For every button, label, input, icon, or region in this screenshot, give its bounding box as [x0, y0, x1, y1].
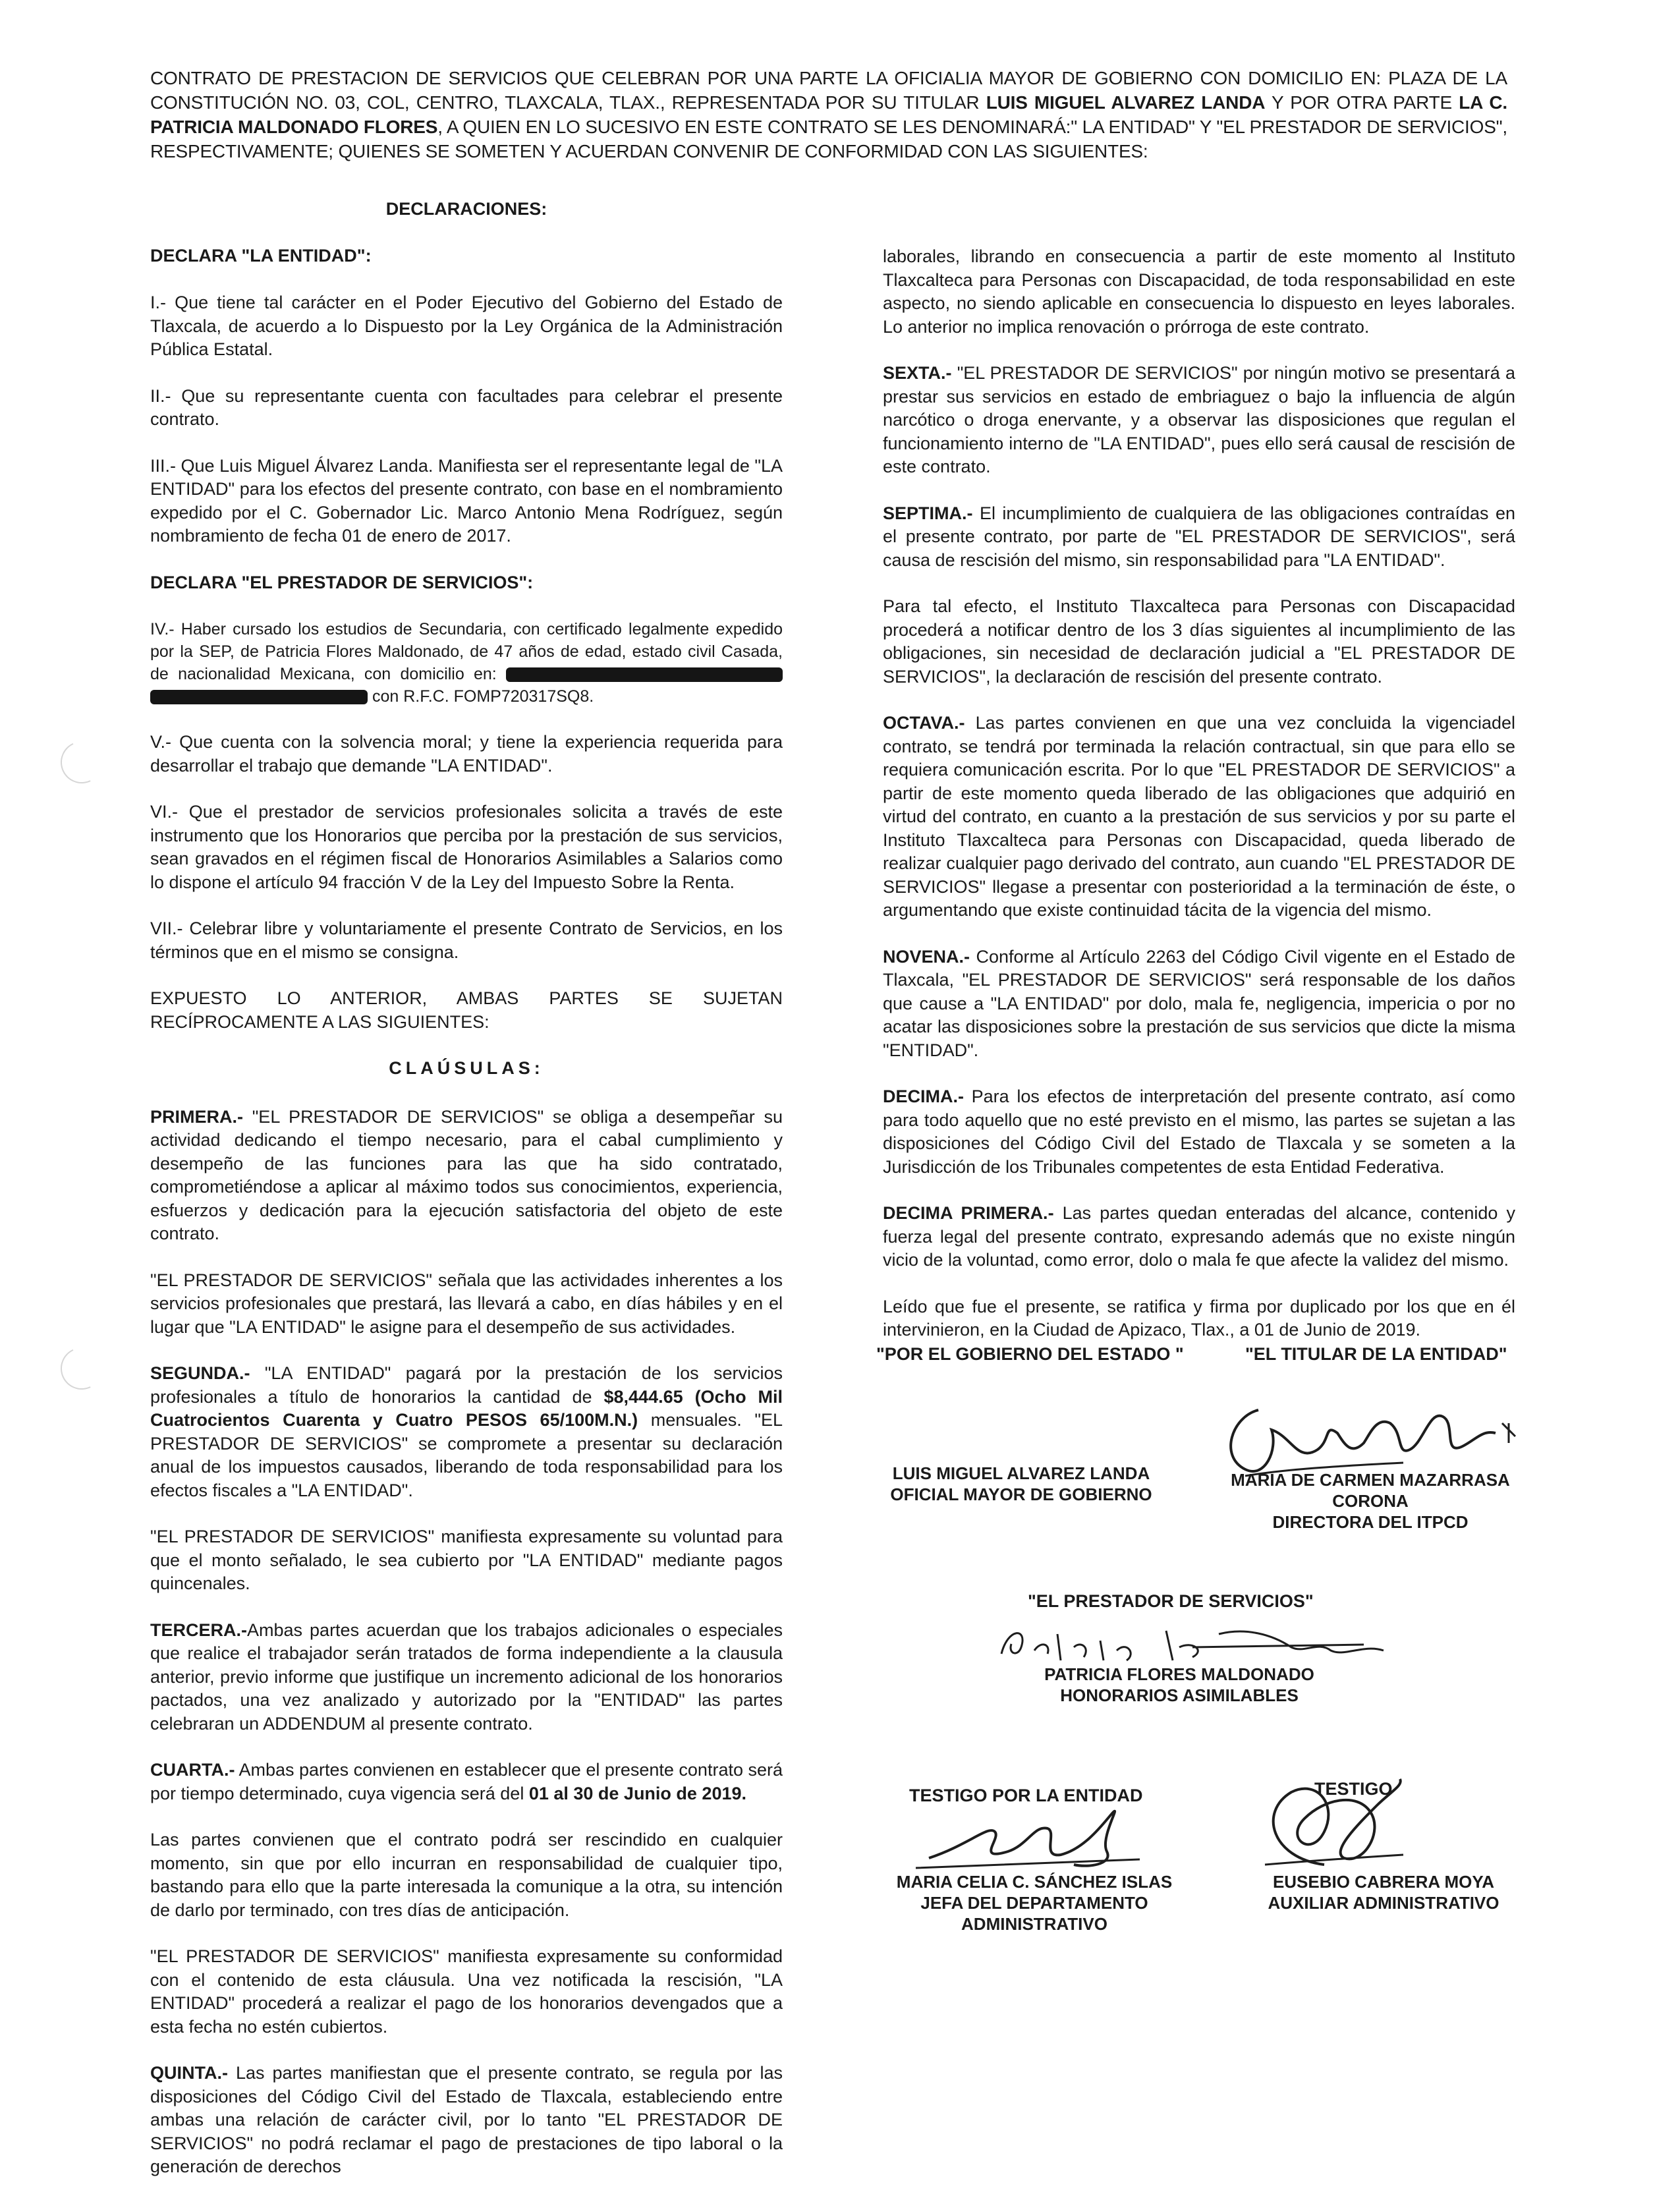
validity-dates: 01 al 30 de Junio de 2019.	[528, 1783, 746, 1803]
clause-text: "LA ENTIDAD" pagará por la prestación de los servicios profesionales a título de honorarios la cantidad de	[150, 1363, 783, 1407]
clause-decima	[883, 1085, 1515, 1179]
redaction-bar	[506, 667, 783, 682]
prestador-name: PATRICIA FLORES MALDONADO	[1044, 1664, 1314, 1684]
declaraciones-heading: DECLARACIONES:	[385, 199, 547, 219]
titular-signer	[1219, 1469, 1522, 1533]
clause-octava	[883, 712, 1515, 922]
header-text-3: , A QUIEN EN LO SUCESIVO EN ESTE CONTRATO SE LES DENOMINARÁ:" LA ENTIDAD" Y "EL PRESTADOR DE SERVICIOS", RESPECTIVAMENTE; QUIENES SE SOMETEN Y ACUERDAN CONVENIR DE CONFORMIDAD CON LAS SIGUIENTES:	[150, 117, 1508, 161]
clause-label: DECIMA.-	[883, 1087, 964, 1106]
declaration-vii: VII.- Celebrar libre y voluntariamente el presente Contrato de Servicios, en los términos que en el mismo se consigna.	[150, 918, 783, 962]
testigo2-title: AUXILIAR ADMINISTRATIVO	[1268, 1893, 1499, 1913]
declaration-v: V.- Que cuenta con la solvencia moral; y tiene la experiencia requerida para desarrollar el trabajo que demande "LA ENTIDAD".	[150, 732, 783, 776]
header-text-1: CONTRATO DE PRESTACION DE SERVICIOS QUE CELEBRAN POR UNA PARTE LA OFICIALIA MAYOR DE GOBIERNO CON DOMICILIO EN: PLAZA DE LA CONSTITUCIÓN NO. 03, COL, CENTRO, TLAXCALA, TLAX., REPRESENTADA POR SU TITULAR	[150, 68, 1507, 113]
gob-title: OFICIAL MAYOR DE GOBIERNO	[890, 1484, 1152, 1504]
clause-sexta	[883, 362, 1515, 479]
clause-text: Ambas partes convienen en establecer que el presente contrato será por tiempo determinado, cuya vigencia será del	[150, 1760, 783, 1803]
titular-label: "EL TITULAR DE LA ENTIDAD"	[1245, 1344, 1507, 1364]
declaration-vi: VI.- Que el prestador de servicios profesionales solicita a través de este instrumento que los Honorarios que perciba por la prestación de sus servicios, sean gravados en el régimen fiscal de Honorarios Asimilables a Salarios como lo dispone el artículo 94 fracción V de la Ley del Impuesto Sobre la Renta.	[150, 802, 783, 892]
clause-primera	[150, 1106, 783, 1246]
clause-cuarta-b: Las partes convienen que el contrato podrá ser rescindido en cualquier momento, sin que por ello incurran en responsabilidad de cualquier tipo, bastando para ello que la parte interesada la comunique a la otra, su intención de darlo por terminado, con tres días de anticipación.	[150, 1830, 783, 1920]
clause-text: Las partes quedan enteradas del alcance, contenido y fuerza legal del presente contrato, expresando además que no existe ningún vicio de la voluntad, como error, dolo o mala fe que afecte la validez del mismo.	[883, 1203, 1515, 1270]
expuesto-paragraph: EXPUESTO LO ANTERIOR, AMBAS PARTES SE SUJETAN RECÍPROCAMENTE A LAS SIGUIENTES:	[150, 988, 783, 1032]
testigo2-name: EUSEBIO CABRERA MOYA	[1272, 1872, 1495, 1892]
declaration-i: I.- Que tiene tal carácter en el Poder Ejecutivo del Gobierno del Estado de Tlaxcala, de acuerdo a lo Dispuesto por la Ley Orgánica de la Administración Pública Estatal.	[150, 293, 783, 359]
gob-name: LUIS MIGUEL ALVAREZ LANDA	[892, 1463, 1150, 1483]
clause-novena	[883, 946, 1515, 1063]
right-column	[883, 245, 1515, 1365]
titular-name: MARIA DE CARMEN MAZARRASA	[1231, 1470, 1510, 1490]
header-representative: LUIS MIGUEL ALVAREZ LANDA	[986, 92, 1266, 113]
testigo1-title-2: ADMINISTRATIVO	[961, 1914, 1107, 1934]
clause-label: PRIMERA.-	[150, 1106, 243, 1127]
clause-label: SEGUNDA.-	[150, 1363, 250, 1383]
testigo1-name: MARIA CELIA C. SÁNCHEZ ISLAS	[896, 1872, 1173, 1892]
declara-entidad-heading: DECLARA "LA ENTIDAD":	[150, 245, 372, 266]
clause-label: NOVENA.-	[883, 946, 970, 967]
declaration-iii: III.- Que Luis Miguel Álvarez Landa. Manifiesta ser el representante legal de "LA ENTIDAD" para los efectos del presente contrato, con base en el nombramiento expedido por el C. Gobernador Lic. Marco Antonio Mena Rodríguez, según nombramiento de fecha 01 de enero de 2017.	[150, 455, 783, 546]
prestador-signer	[1021, 1664, 1337, 1706]
clause-text: "EL PRESTADOR DE SERVICIOS" se obliga a desempeñar su actividad dedicando el tiempo necesario, para el cabal cumplimiento y desempeño de las funciones para las que ha sido contratado, comprometiéndose a aplicar al máximo todos sus conocimientos, experiencia, esfuerzos y dedicación para la ejecución satisfactoria del objeto de este contrato.	[150, 1106, 783, 1243]
clause-label: SEXTA.-	[883, 363, 952, 383]
titular-name-2: CORONA	[1332, 1491, 1409, 1511]
titular-title: DIRECTORA DEL ITPCD	[1272, 1512, 1469, 1532]
testigo1-label: TESTIGO POR LA ENTIDAD	[909, 1786, 1143, 1805]
gob-signer	[876, 1463, 1166, 1505]
punch-hole-mark-1	[55, 735, 109, 789]
clause-label: DECIMA PRIMERA.-	[883, 1203, 1054, 1223]
testigo1-signature	[889, 1799, 1166, 1878]
redaction-bar-2	[150, 690, 368, 704]
header-text-2: Y POR OTRA PARTE	[1265, 92, 1459, 113]
header-provider: LA C. PATRICIA MALDONADO FLORES	[150, 92, 1507, 137]
clause-label: QUINTA.-	[150, 2063, 228, 2083]
declaration-ii: II.- Que su representante cuenta con facultades para celebrar el presente contrato.	[150, 385, 783, 429]
closing-paragraph: Leído que fue el presente, se ratifica y firma por duplicado por los que en él intervinieron, en la Ciudad de Apizaco, Tlax., a 01 de Junio de 2019.	[883, 1296, 1515, 1340]
clause-primera-b: "EL PRESTADOR DE SERVICIOS" señala que las actividades inherentes a los servicios profesionales que prestará, las llevará a cabo, en días hábiles y en el lugar que "LA ENTIDAD" le asigne para el desempeño de sus actividades.	[150, 1270, 783, 1337]
clause-text: Ambas partes acuerdan que los trabajos adicionales o especiales que realice el trabajador serán tratados de forma independiente a la clausula anterior, previo informe que justifique un incremento adicional de los honorarios pactados, una vez analizado y autorizado por la "ENTIDAD" las partes celebraran un ADDENDUM al presente contrato.	[150, 1620, 783, 1734]
clause-quinta-continued: laborales, librando en consecuencia a partir de este momento al Instituto Tlaxcalteca para Personas con Discapacidad, de toda responsabilidad en este aspecto, no siendo aplicable en consecuencia lo dispuesto en leyes laborales. Lo anterior no implica renovación o prórroga de este contrato.	[883, 246, 1515, 337]
clause-text: Las partes manifiestan que el presente contrato, se regula por las disposiciones del Código Civil del Estado de Tlaxcala, estableciendo entre ambas una relación de carácter civil, por lo tanto "EL PRESTADOR DE SERVICIOS" no podrá reclamar el pago de prestaciones de tipo laboral o la generación de derechos	[150, 2063, 783, 2176]
clause-text: mensuales. "EL PRESTADOR DE SERVICIOS" se compromete a presentar su declaración anual de los impuestos causados, liberando de toda responsabilidad para los efectos fiscales a "LA ENTIDAD".	[150, 1410, 783, 1500]
testigo1-signer	[889, 1871, 1179, 1934]
clause-tercera	[150, 1619, 783, 1736]
testigo2-signature	[1245, 1766, 1416, 1884]
contract-header	[150, 66, 1507, 163]
clause-septima-b: Para tal efecto, el Instituto Tlaxcalteca para Personas con Discapacidad procederá a notificar dentro de los 3 días siguientes al incumplimiento de las obligaciones, sin necesidad de declaración judicial a "EL PRESTADOR DE SERVICIOS", la declaración de rescisión del presente contrato.	[883, 596, 1515, 687]
clause-text: El incumplimiento de cualquiera de las obligaciones contraídas en el presente contrato, por parte de "EL PRESTADOR DE SERVICIOS", será causa de rescisión del mismo, sin responsabilidad para "LA ENTIDAD".	[883, 503, 1515, 570]
testigo2-label: TESTIGO	[1314, 1779, 1393, 1799]
clause-cuarta	[150, 1759, 783, 1805]
testigo2-signer	[1245, 1871, 1522, 1913]
declaration-iv-text: IV.- Haber cursado los estudios de Secundaria, con certificado legalmente expedido por la SEP, de Patricia Flores Maldonado, de 47 años de edad, estado civil Casada, de nacionalidad Mexicana, con domicilio en:	[150, 620, 783, 683]
left-column	[150, 198, 783, 2202]
clause-label: OCTAVA.-	[883, 713, 965, 733]
prestador-title: HONORARIOS ASIMILABLES	[1060, 1685, 1299, 1705]
punch-hole-mark-2	[55, 1341, 109, 1396]
clause-label: TERCERA.-	[150, 1620, 247, 1640]
clause-label: CUARTA.-	[150, 1760, 235, 1780]
clause-segunda-c: "EL PRESTADOR DE SERVICIOS" manifiesta expresamente su voluntad para que el monto señalado, le sea cubierto por "LA ENTIDAD" mediante pagos quincenales.	[150, 1527, 783, 1593]
clause-septima	[883, 502, 1515, 573]
prestador-label: "EL PRESTADOR DE SERVICIOS"	[1028, 1591, 1314, 1611]
declaration-iv-rfc: con R.F.C. FOMP720317SQ8.	[372, 687, 594, 706]
clause-cuarta-c: "EL PRESTADOR DE SERVICIOS" manifiesta expresamente su conformidad con el contenido de esta cláusula. Una vez notificada la rescisión, "LA ENTIDAD" procederá a realizar el pago de los honorarios devengados que a esta fecha no estén cubiertos.	[150, 1946, 783, 2037]
clause-text: Para los efectos de interpretación del presente contrato, así como para todo aquello que no esté previsto en el mismo, las partes se sujetan a las disposiciones del Código Civil del Estado de Tlaxcala y se someten a la Jurisdicción de los Tribunales competentes de esta Entidad Federativa.	[883, 1087, 1515, 1177]
clause-segunda	[150, 1362, 783, 1502]
clause-text: "EL PRESTADOR DE SERVICIOS" por ningún motivo se presentará a prestar sus servicios en estado de embriaguez o bajo la influencia de algún narcótico o droga enervante, y a observar las disposiciones que regulan el funcionamiento interno de "LA ENTIDAD", pues ello será causal de rescisión de este contrato.	[883, 363, 1515, 476]
clause-decima-primera	[883, 1202, 1515, 1272]
payment-amount: $8,444.65 (Ocho Mil Cuatrocientos Cuarenta y Cuatro PESOS 65/100M.N.)	[150, 1386, 783, 1430]
signature-area	[876, 1344, 1522, 1937]
declaration-iv	[150, 618, 783, 708]
clause-text: Conforme al Artículo 2263 del Código Civil vigente en el Estado de Tlaxcala, "EL PRESTADOR DE SERVICIOS" será responsable de los daños que cause a "LA ENTIDAD" por dolo, mala fe, negligencia, impericia o por no acatar las disposiciones sobre la prestación de sus servicios que dicte la misma "ENTIDAD".	[883, 946, 1515, 1060]
clause-quinta	[150, 2062, 783, 2179]
testigo1-title: JEFA DEL DEPARTAMENTO	[920, 1893, 1148, 1913]
clause-label: SEPTIMA.-	[883, 503, 973, 523]
gobierno-label: "POR EL GOBIERNO DEL ESTADO "	[876, 1344, 1184, 1364]
declara-prestador-heading: DECLARA "EL PRESTADOR DE SERVICIOS":	[150, 572, 534, 592]
clause-text: Las partes convienen en que una vez concluida la vigenciadel contrato, se tendrá por terminada la relación contractual, sin que para ello se requiera comunicación escrita. Por lo que "EL PRESTADOR DE SERVICIOS" a partir de este momento queda liberado de las obligaciones que adquirió en virtud del contrato, en cuanto a la prestación de sus servicios y por su parte el Instituto Tlaxcalteca para Personas con Discapacidad, queda liberado de realizar cualquier pago derivado del contrato, aun cuando "EL PRESTADOR DE SERVICIOS" llegase a presentar con posterioridad a la terminación de éste, o argumentando que existe continuidad tácita de la vigencia del mismo.	[883, 713, 1515, 920]
clausulas-heading: CLAÚSULAS:	[389, 1058, 544, 1078]
